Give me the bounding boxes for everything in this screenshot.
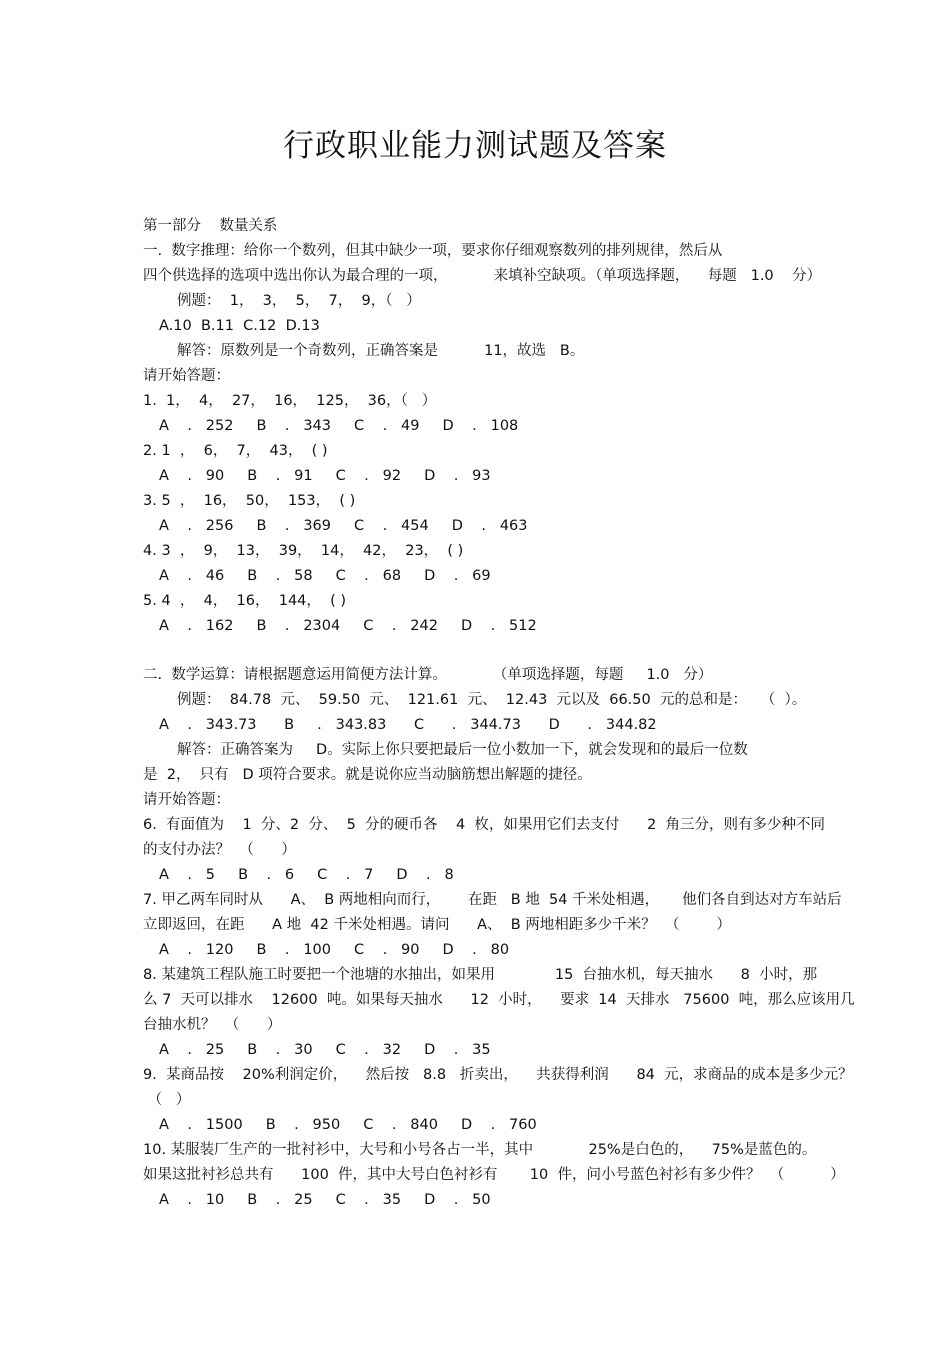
question-1: 1. 1， 4， 27， 16， 125， 36，（ ） bbox=[143, 393, 437, 409]
question-2-options: A . 90 B . 91 C . 92 D . 93 bbox=[159, 468, 491, 484]
question-7: 立即返回，在距 A 地 42 千米处相遇。请问 A、 B 两地相距多少千米？ （ ） bbox=[143, 917, 731, 933]
question-3: 3. 5 ， 16， 50， 153， ( ) bbox=[143, 493, 356, 509]
question-5-options: A . 162 B . 2304 C . 242 D . 512 bbox=[159, 618, 537, 634]
section-intro: 二. 数学运算：请根据题意运用简便方法计算。 （单项选择题，每题 1.0 分） bbox=[143, 667, 713, 683]
question-6-options: A . 5 B . 6 C . 7 D . 8 bbox=[159, 867, 454, 883]
document-body bbox=[143, 214, 855, 1213]
start-prompt: 请开始答题： bbox=[143, 368, 230, 384]
question-7-options: A . 120 B . 100 C . 90 D . 80 bbox=[159, 942, 510, 958]
question-5: 5. 4 ， 4， 16， 144， ( ) bbox=[143, 593, 347, 609]
question-10: 10. 某服装厂生产的一批衬衫中，大号和小号各占一半，其中 25%是白色的， 75%是蓝色的。 bbox=[143, 1142, 817, 1158]
question-6: 6. 有面值为 1 分、2 分、 5 分的硬币各 4 枚，如果用它们去支付 2 角三分，则有多少种不同 bbox=[143, 817, 826, 833]
page-title: 行政职业能力测试题及答案 bbox=[283, 128, 667, 164]
example-answer: 解答：正确答案为 D。实际上你只要把最后一位小数加一下，就会发现和的最后一位数 bbox=[177, 742, 748, 758]
section-spacer bbox=[143, 639, 823, 663]
example-options: A.10 B.11 C.12 D.13 bbox=[159, 318, 320, 334]
question-8: 台抽水机？ （ ） bbox=[143, 1017, 282, 1033]
question-8-options: A . 25 B . 30 C . 32 D . 35 bbox=[159, 1042, 491, 1058]
question-9: （ ） bbox=[143, 1092, 191, 1108]
question-7: 7. 甲乙两车同时从 A、 B 两地相向而行， 在距 B 地 54 千米处相遇， 他们各自到达对方车站后 bbox=[143, 892, 842, 908]
question-9: 9. 某商品按 20%利润定价， 然后按 8.8 折卖出， 共获得利润 84 元，求商品的成本是多少元？ bbox=[143, 1067, 853, 1083]
question-1-options: A . 252 B . 343 C . 49 D . 108 bbox=[159, 418, 519, 434]
question-4: 4. 3 ， 9， 13， 39， 14， 42， 23， ( ) bbox=[143, 543, 464, 559]
example-options: A . 343.73 B . 343.83 C . 344.73 D . 344.82 bbox=[159, 717, 657, 733]
example-question: 例题： 1， 3， 5， 7， 9，（ ） bbox=[177, 293, 421, 309]
example-question: 例题： 84.78 元、 59.50 元、 121.61 元、 12.43 元以及 66.50 元的总和是： （ ）。 bbox=[177, 692, 807, 708]
question-8: 么 7 天可以排水 12600 吨。如果每天抽水 12 小时， 要求 14 天排水 75600 吨，那么应该用几 bbox=[143, 992, 855, 1008]
question-2: 2. 1 ， 6， 7， 43， ( ) bbox=[143, 443, 328, 459]
question-3-options: A . 256 B . 369 C . 454 D . 463 bbox=[159, 518, 528, 534]
start-prompt: 请开始答题： bbox=[143, 792, 230, 808]
question-4-options: A . 46 B . 58 C . 68 D . 69 bbox=[159, 568, 491, 584]
question-8: 8. 某建筑工程队施工时要把一个池塘的水抽出，如果用 15 台抽水机，每天抽水 8 小时，那 bbox=[143, 967, 818, 983]
question-6: 的支付办法？ （ ） bbox=[143, 842, 296, 858]
question-10: 如果这批衬衫总共有 100 件，其中大号白色衬衫有 10 件，问小号蓝色衬衫有多少件？ （ ） bbox=[143, 1167, 845, 1183]
question-10-options: A . 10 B . 25 C . 35 D . 50 bbox=[159, 1192, 491, 1208]
section-intro: 四个供选择的选项中选出你认为最合理的一项， 来填补空缺项。（单项选择题， 每题 1.0 分） bbox=[143, 268, 822, 284]
example-answer: 是 2， 只有 D 项符合要求。就是说你应当动脑筋想出解题的捷径。 bbox=[143, 767, 592, 783]
section-intro: 一. 数字推理：给你一个数列，但其中缺少一项，要求你仔细观察数列的排列规律，然后从 bbox=[143, 243, 723, 259]
section-heading: 第一部分 数量关系 bbox=[143, 218, 278, 234]
example-answer: 解答：原数列是一个奇数列，正确答案是 11，故选 B。 bbox=[177, 343, 585, 359]
question-9-options: A . 1500 B . 950 C . 840 D . 760 bbox=[159, 1117, 537, 1133]
